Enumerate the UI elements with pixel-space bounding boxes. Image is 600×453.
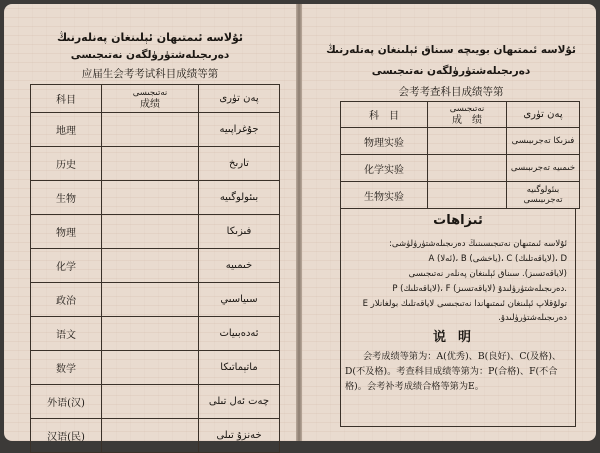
grade-cell [102, 181, 199, 215]
grade-cell [102, 283, 199, 317]
grade-cell [102, 351, 199, 385]
left-title-chinese: 应届生会考考试科目成绩等第 [81, 68, 219, 80]
grade-cell [102, 215, 199, 249]
subject-uy: ماتېماتىكا [199, 351, 280, 385]
subject-zh: 外语(汉) [31, 385, 102, 419]
grade-cell [102, 385, 199, 419]
header-grade-zh: 成绩 [140, 98, 160, 110]
grade-cell [102, 317, 199, 351]
table-header-row [341, 102, 580, 128]
grade-cell [428, 155, 507, 182]
header-grade-uy: نەتىجىسى [132, 87, 168, 98]
subject-zh: 化学实验 [341, 155, 428, 182]
header-subject-zh: 科目 [31, 85, 102, 113]
subject-uy: فىزىكا [199, 215, 280, 249]
header-grade-uy: نەتىجىسى [449, 103, 485, 114]
header-grade-zh: 成 绩 [452, 114, 482, 126]
table-row [31, 351, 280, 385]
grade-cell [102, 147, 199, 181]
table-row [31, 113, 280, 147]
right-title-chinese: 会考考查科目成绩等第 [398, 86, 504, 98]
left-title-uyghur-2: دەرىجىلەشتۈرۈلگەن نەتىجىسى [70, 49, 230, 61]
subject-uy: فىزىكا تەجرىبىسى [507, 128, 580, 155]
subject-zh: 汉语(民) [31, 419, 102, 453]
subject-uy: جۇغراپىيە [199, 113, 280, 147]
table-row [31, 283, 280, 317]
subject-uy: خىمىيە تەجرىبىسى [507, 155, 580, 182]
table-row [31, 317, 280, 351]
izahat-line: P (لاياقەتلىك)، F (لاياقەتسىز) دەرىجىلەشتۈرۈلىدۇ. [392, 284, 567, 294]
subject-uy: ئەدەبىيات [199, 317, 280, 351]
header-grade [428, 102, 507, 128]
grade-cell [102, 249, 199, 283]
subject-zh: 生物 [31, 181, 102, 215]
grade-cell [428, 182, 507, 209]
right-title-uyghur-1: ئۇلاسە ئىمتىھان بويىچە سىناق ئېلىنغان پەنلەرنىڭ [326, 44, 576, 56]
table-row [341, 182, 580, 209]
header-subject-uy: پەن تۈرى [507, 102, 580, 128]
exam-grade-table [30, 84, 280, 453]
table-row [31, 249, 280, 283]
header-subject-uy: پەن تۈرى [199, 85, 280, 113]
right-title-uyghur-2: دەرىجىلەشتۈرۈلگەن نەتىجىسى [371, 65, 531, 77]
table-row [31, 181, 280, 215]
izahat-line: دەرىجىلەشتۈرۈلىدۇ. [498, 313, 567, 323]
certificate-booklet [4, 4, 596, 441]
subject-uy: بىئولوگىيە [199, 181, 280, 215]
subject-zh: 化学 [31, 249, 102, 283]
table-row [341, 128, 580, 155]
subject-uy: تارىخ [199, 147, 280, 181]
subject-zh: 地理 [31, 113, 102, 147]
table-header-row [31, 85, 280, 113]
left-page [4, 4, 296, 441]
shuoming-heading: 说明 [432, 330, 483, 345]
table-row [31, 215, 280, 249]
subject-uy: خەنزۇ تىلى [199, 419, 280, 453]
subject-uy: بىئولوگىيە تەجرىبىسى [507, 182, 580, 209]
table-row [31, 147, 280, 181]
header-grade [102, 85, 199, 113]
subject-zh: 数学 [31, 351, 102, 385]
right-page [302, 4, 596, 441]
subject-zh: 物理 [31, 215, 102, 249]
izahat-line: (لاياقەتسىز). سىناق ئېلىنغان پەنلەر نەتىجىسى [408, 269, 567, 279]
left-title-uyghur-1: ئۇلاسە ئىمتىھان ئېلىنغان پەنلەرنىڭ [56, 31, 244, 44]
notes-box [340, 209, 576, 427]
subject-zh: 生物实验 [341, 182, 428, 209]
header-subject-zh: 科 目 [341, 102, 428, 128]
subject-zh: 历史 [31, 147, 102, 181]
shuoming-text: 会考成绩等第为：A(优秀)、B(良好)、C(及格)、D(不及格)。考查科目成绩等第为：P(合格)、F(不合格)。会考补考成绩合格等第为E。 [345, 351, 562, 392]
subject-uy: سىياسىي [199, 283, 280, 317]
izahat-heading: ئىزاھات [433, 213, 483, 228]
grade-cell [102, 113, 199, 147]
grade-cell [428, 128, 507, 155]
table-row [341, 155, 580, 182]
grade-cell [102, 419, 199, 453]
subject-zh: 语文 [31, 317, 102, 351]
subject-uy: خىمىيە [199, 249, 280, 283]
lab-grade-table [340, 101, 580, 209]
subject-uy: چەت ئەل تىلى [199, 385, 280, 419]
subject-zh: 物理实验 [341, 128, 428, 155]
table-row [31, 385, 280, 419]
izahat-line: تولۇقلاپ ئېلىنغان ئىمتىھاندا نەتىجىسى لاياقەتلىك بولغانلار E [362, 299, 567, 309]
izahat-line: A (ئەلا)، B (ياخشى)، C (لاياقەتلىك)، D [428, 254, 567, 264]
table-row [31, 419, 280, 453]
izahat-line: ئۇلاسە ئىمتىھان نەتىجىسىنىڭ دەرىجىلەشتۈرۈلۈشى: [389, 239, 567, 249]
subject-zh: 政治 [31, 283, 102, 317]
